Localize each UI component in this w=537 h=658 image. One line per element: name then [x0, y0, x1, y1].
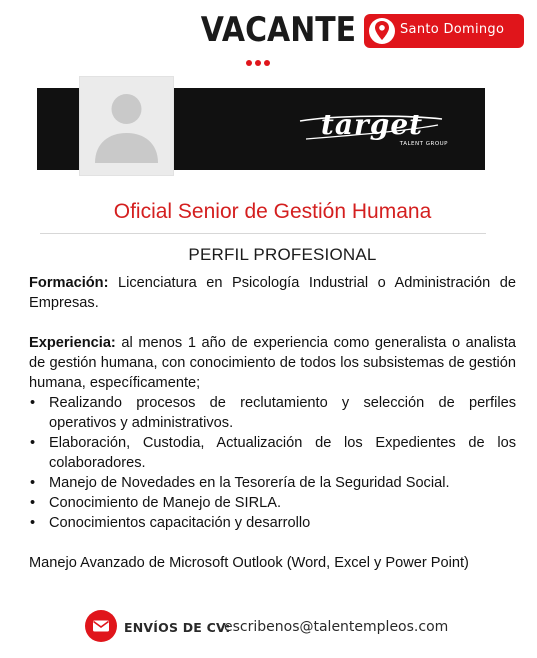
company-logo-subtitle: TALENT GROUP — [399, 141, 448, 147]
envelope-icon — [85, 610, 117, 642]
decorative-dots — [246, 60, 270, 66]
map-pin-icon — [366, 14, 398, 48]
bullet-icon: • — [30, 475, 36, 491]
contact-email[interactable]: escribenos@talentempleos.com — [224, 619, 449, 635]
vacante-heading: VACANTE — [200, 10, 357, 50]
location-text: Santo Domingo — [400, 22, 505, 37]
requirements-list — [29, 393, 516, 533]
bullet-icon: • — [30, 435, 36, 451]
profile-photo-placeholder — [80, 77, 173, 175]
section-heading: PERFIL PROFESIONAL — [188, 245, 377, 264]
person-silhouette-icon — [80, 77, 173, 175]
list-item: • Manejo de Novedades en la Tesorería de la Seguridad Social. — [30, 475, 450, 491]
list-item: • Conocimiento de Manejo de SIRLA. — [30, 495, 282, 511]
bullet-icon: • — [30, 395, 36, 411]
divider — [40, 233, 486, 234]
formacion-paragraph — [29, 273, 516, 313]
cv-label: ENVÍOS DE CV: — [124, 620, 231, 635]
experiencia-text: al menos 1 año de experiencia como generalista o analista de gestión humana, con conocimiento de todos los subsistemas de gestión humana, específicamente; — [29, 335, 516, 391]
skills-paragraph: Manejo Avanzado de Microsoft Outlook (Word, Excel y Power Point) — [29, 555, 469, 571]
list-item: • Realizando procesos de reclutamiento y selección de perfiles operativos y administrativos. — [30, 395, 516, 431]
mail-badge — [85, 610, 117, 642]
formacion-label: Formación: — [29, 275, 109, 291]
formacion-text: Licenciatura en Psicología Industrial o Administración de Empresas. — [29, 275, 516, 311]
job-title: Oficial Senior de Gestión Humana — [113, 200, 432, 223]
company-logo: target — [320, 108, 424, 141]
experiencia-label: Experiencia: — [29, 335, 116, 351]
list-item: • Elaboración, Custodia, Actualización de los Expedientes de los colaboradores. — [30, 435, 516, 471]
list-item: • Conocimientos capacitación y desarrollo — [30, 515, 311, 531]
bullet-icon: • — [30, 515, 36, 531]
experiencia-paragraph — [29, 333, 516, 393]
profile-content — [29, 273, 516, 573]
bullet-icon: • — [30, 495, 36, 511]
